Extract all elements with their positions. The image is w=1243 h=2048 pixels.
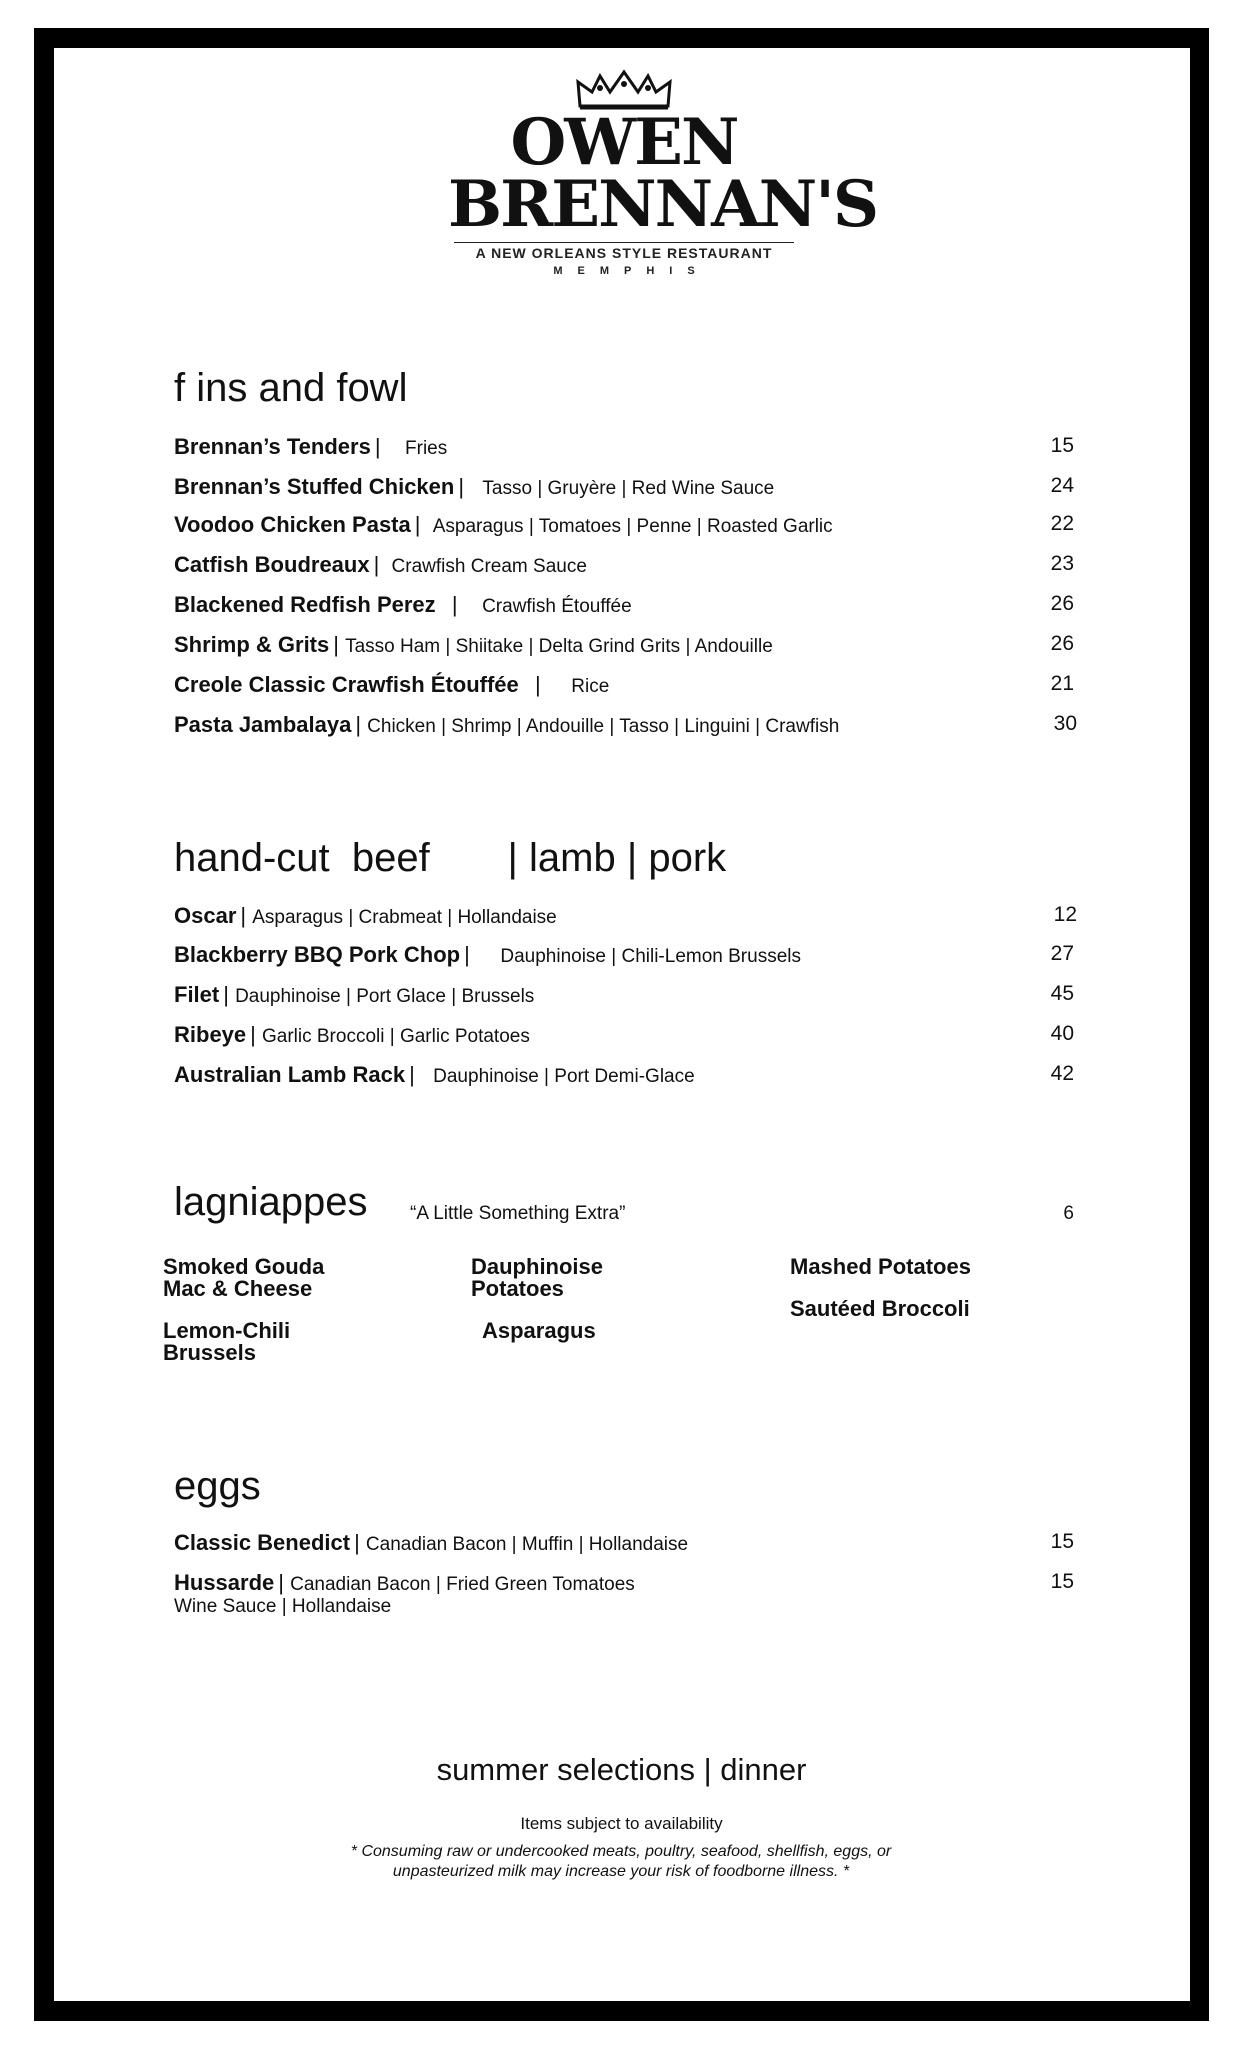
side-item bbox=[790, 1256, 1030, 1278]
item-description: Fries bbox=[405, 438, 448, 459]
lagniappes-price: 6 bbox=[1063, 1203, 1074, 1224]
item-separator: | bbox=[250, 1022, 262, 1047]
side-line: Lemon-Chili bbox=[163, 1318, 291, 1343]
side-line: Potatoes bbox=[471, 1276, 564, 1301]
side-line: Mashed Potatoes bbox=[790, 1254, 971, 1279]
item-separator: | bbox=[409, 1062, 434, 1087]
item-name: Blackened Redfish Perez bbox=[174, 592, 436, 617]
item-description: Garlic Broccoli | Garlic Potatoes bbox=[261, 1026, 530, 1047]
item-price: 26 bbox=[1050, 592, 1074, 615]
item-separator: | bbox=[223, 982, 236, 1007]
item-separator: | bbox=[464, 942, 501, 967]
item-price: 27 bbox=[1050, 942, 1074, 965]
item-name: Classic Benedict bbox=[174, 1530, 351, 1555]
item-name: Brennan’s Tenders bbox=[174, 434, 371, 459]
menu-item bbox=[174, 982, 1074, 1012]
item-name: Oscar bbox=[174, 903, 237, 928]
logo-line-owen: OWEN bbox=[510, 105, 738, 180]
menu-item bbox=[174, 632, 1074, 662]
item-price: 15 bbox=[1050, 434, 1074, 457]
side-item bbox=[163, 1256, 403, 1300]
logo-tagline: A NEW ORLEANS STYLE RESTAURANT bbox=[454, 242, 794, 261]
item-description: Dauphinoise | Chili-Lemon Brussels bbox=[500, 946, 801, 967]
item-price: 26 bbox=[1050, 632, 1074, 655]
item-price: 42 bbox=[1050, 1062, 1074, 1085]
item-name: Australian Lamb Rack bbox=[174, 1062, 406, 1087]
menu-item bbox=[174, 1022, 1074, 1052]
item-name: Catfish Boudreaux bbox=[174, 552, 370, 577]
item-description: Rice bbox=[571, 676, 610, 697]
menu-item bbox=[174, 1062, 1074, 1092]
item-separator: | bbox=[374, 434, 406, 459]
item-name: Ribeye bbox=[174, 1022, 247, 1047]
side-item bbox=[471, 1256, 711, 1300]
item-name: Pasta Jambalaya bbox=[174, 712, 352, 737]
item-price: 45 bbox=[1050, 982, 1074, 1005]
item-name: Filet bbox=[174, 982, 220, 1007]
item-description: Canadian Bacon | Muffin | Hollandaise bbox=[365, 1534, 689, 1555]
restaurant-logo bbox=[448, 68, 878, 286]
item-price: 15 bbox=[1050, 1530, 1074, 1553]
item-description-continued: Wine Sauce | Hollandaise bbox=[174, 1596, 392, 1617]
item-separator: | bbox=[373, 552, 392, 577]
item-price: 12 bbox=[1053, 903, 1077, 926]
food-safety-warning: * Consuming raw or undercooked meats, poultry, seafood, shellfish, eggs, or unpasteurized milk may increase your risk of foodborne illness. * bbox=[350, 1843, 892, 1880]
section-title-beef: hand-cut beef | lamb | pork bbox=[174, 836, 727, 880]
menu-item bbox=[174, 672, 1074, 702]
logo-line-brennans: BRENNAN'S bbox=[448, 167, 878, 242]
menu-item bbox=[174, 512, 1074, 542]
menu-footer-title: summer selections | dinner bbox=[436, 1752, 807, 1787]
item-separator: | bbox=[278, 1570, 291, 1595]
item-price: 40 bbox=[1050, 1022, 1074, 1045]
side-line: Sautéed Broccoli bbox=[790, 1296, 970, 1321]
item-separator: | bbox=[522, 672, 572, 697]
side-line: Dauphinoise bbox=[471, 1254, 604, 1279]
item-separator: | bbox=[458, 474, 483, 499]
item-separator: | bbox=[240, 903, 253, 928]
item-price: 30 bbox=[1053, 712, 1077, 735]
menu-item bbox=[174, 942, 1074, 972]
menu-item bbox=[174, 474, 1074, 504]
side-line: Brussels bbox=[163, 1340, 256, 1365]
menu-item bbox=[174, 712, 1077, 742]
side-line: Smoked Gouda bbox=[163, 1254, 325, 1279]
item-description: Asparagus | Tomatoes | Penne | Roasted Garlic bbox=[432, 516, 833, 537]
item-description: Crawfish Cream Sauce bbox=[391, 556, 587, 577]
side-line: Asparagus bbox=[482, 1318, 596, 1343]
logo-city: MEMPHIS bbox=[553, 265, 710, 277]
menu-item bbox=[174, 434, 1074, 464]
item-description: Tasso Ham | Shiitake | Delta Grind Grits | Andouille bbox=[345, 636, 773, 657]
item-name: Blackberry BBQ Pork Chop bbox=[174, 942, 461, 967]
section-title-eggs: eggs bbox=[174, 1464, 261, 1508]
side-item bbox=[790, 1298, 1030, 1320]
item-price: 22 bbox=[1050, 512, 1074, 535]
item-separator: | bbox=[354, 1530, 366, 1555]
item-name: Shrimp & Grits bbox=[174, 632, 330, 657]
item-price: 23 bbox=[1050, 552, 1074, 575]
item-name: Voodoo Chicken Pasta bbox=[174, 512, 411, 537]
item-description: Tasso | Gruyère | Red Wine Sauce bbox=[482, 478, 775, 499]
section-title-fins: f ins and fowl bbox=[174, 366, 408, 410]
item-description: Crawfish Étouffée bbox=[482, 596, 632, 617]
item-price: 24 bbox=[1050, 474, 1074, 497]
item-name: Brennan’s Stuffed Chicken bbox=[174, 474, 455, 499]
item-separator: | bbox=[355, 712, 368, 737]
side-item bbox=[163, 1320, 403, 1364]
section-title-lagniappes: lagniappes bbox=[174, 1180, 368, 1224]
side-line: Mac & Cheese bbox=[163, 1276, 313, 1301]
item-description: Dauphinoise | Port Glace | Brussels bbox=[235, 986, 535, 1007]
item-separator: | bbox=[414, 512, 433, 537]
menu-item bbox=[174, 592, 1074, 622]
item-separator: | bbox=[333, 632, 346, 657]
menu-item bbox=[174, 1530, 1074, 1560]
item-name: Creole Classic Crawfish Étouffée bbox=[174, 672, 519, 697]
lagniappes-subtitle: “A Little Something Extra” bbox=[410, 1203, 626, 1224]
item-description: Canadian Bacon | Fried Green Tomatoes bbox=[290, 1574, 635, 1595]
item-description: Asparagus | Crabmeat | Hollandaise bbox=[252, 907, 557, 928]
item-name: Hussarde bbox=[174, 1570, 275, 1595]
side-item bbox=[482, 1320, 722, 1342]
item-description: Dauphinoise | Port Demi-Glace bbox=[433, 1066, 695, 1087]
item-description: Chicken | Shrimp | Andouille | Tasso | Linguini | Crawfish bbox=[367, 716, 840, 737]
menu-item bbox=[174, 903, 1077, 933]
menu-item bbox=[174, 552, 1074, 582]
item-price: 21 bbox=[1050, 672, 1074, 695]
item-separator: | bbox=[439, 592, 483, 617]
item-price: 15 bbox=[1050, 1570, 1074, 1593]
availability-note: Items subject to availability bbox=[520, 1814, 723, 1833]
